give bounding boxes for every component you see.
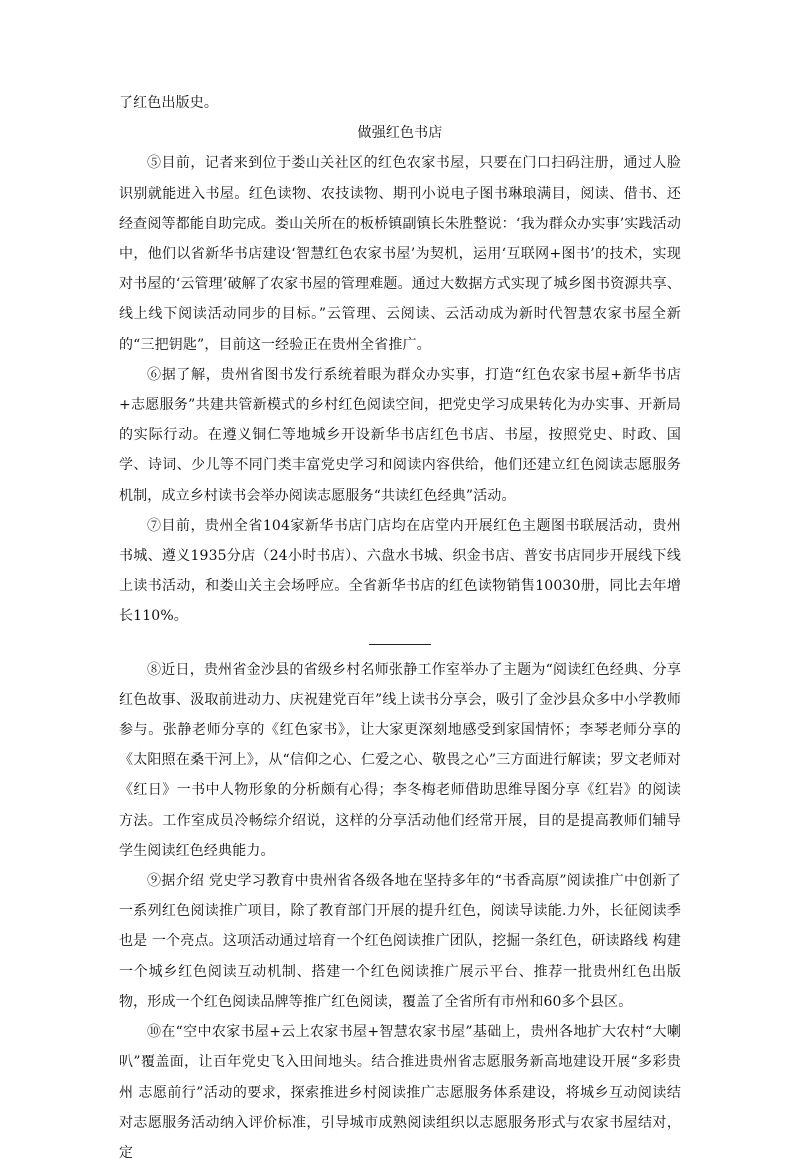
continuation-line: 了红色出版史。 [119,95,219,111]
article-body [119,88,681,1168]
paragraph-7: ⑦目前，贵州全省104家新华书店门店均在店堂内开展红色主题图书联展活动，贵州书城、遵义1935分店（24小时书店）、六盘水书城、织金书店、普安书店同步开展线下线上读书活动，和娄山关主会场呼应。全省新华书店的红色读物销售10030册，同比去年增长110%。 [119,517,681,625]
paragraph-6: ⑥据了解，贵州省图书发行系统着眼为群众办实事，打造“红色农家书屋+新华书店+志愿服务”共建共管新模式的乡村红色阅读空间，把党史学习成果转化为办实事、开新局的实际行动。在遵义铜仁等地城乡开设新华书店红色书店、书屋，按照党史、时政、国学、诗词、少儿等不同门类丰富党史学习和阅读内容供给，他们还建立红色阅读志愿服务机制，成立乡村读书会举办阅读志愿服务“共读红色经典”活动。 [119,366,681,504]
section-divider [369,644,431,645]
paragraph-5: ⑤目前，记者来到位于娄山关社区的红色农家书屋，只要在门口扫码注册，通过人脸识别就能进入书屋。红色读物、农技读物、期刊小说电子图书琳琅满目，阅读、借书、还经查阅等都能自助完成。娄山关所在的板桥镇副镇长朱胜整说：‘我为群众办实事’实践活动中，他们以省新华书店建设‘智慧红色农家书屋’为契机，运用‘互联网+图书’的技术，实现对书屋的‘云管理’破解了农家书屋的管理难题。通过大数据方式实现了城乡图书资源共享、线上线下阅读活动同步的目标。”云管理、云阅读、云活动成为新时代智慧农家书屋全新的“三把钥匙”，目前这一经验正在贵州全省推广。 [119,155,681,353]
section-subtitle: 做强红色书店 [357,125,443,142]
paragraph-9: ⑨据介绍 党史学习教育中贵州省各级各地在坚持多年的“书香高原”阅读推广中创新了一系列红色阅读推广项目，除了教育部门开展的提升红色，阅读导读能.力外，长征阅读季也是 一个亮点。这项活动通过培育一个红色阅读推广团队，挖掘一条红色，研读路线 构建一个城乡红色阅读互动机制、搭建一个红色阅读推广展示平台、推荐一批贵州红色出版物，形成一个红色阅读品牌等推广红色阅读，覆盖了全省所有市州和60多个县区。 [119,873,681,1010]
paragraph-10: ⑩在“空中农家书屋+云上农家书屋+智慧农家书屋”基础上，贵州各地扩大农村“大喇叭”覆盖面，让百年党史飞入田间地头。结合推进贵州省志愿服务新高地建设开展“多彩贵州 志愿前行”活动的要求，探索推进乡村阅读推广志愿服务体系建设，将城乡互动阅读结对志愿服务活动纳入评价标准，引导城市成熟阅读组织以志愿服务形式与农家书屋结对，定 [119,1024,681,1161]
paragraph-8: ⑧近日，贵州省金沙县的省级乡村名师张静工作室举办了主题为“阅读红色经典、分享红色故事、汲取前进动力、庆祝建党百年”线上读书分享会，吸引了金沙县众多中小学教师参与。张静老师分享的《红色家书》，让大家更深刻地感受到家国情怀；李琴老师分享的《太阳照在桑干河上》，从“信仰之心、仁爱之心、敬畏之心”三方面进行解读；罗文老师对《红日》一书中人物形象的分析颇有心得；李冬梅老师借助思维导图分享《红岩》的阅读方法。工作室成员冷畅综介绍说，这样的分享活动他们经常开展，目的是提高教师们辅导学生阅读红色经典能力。 [119,661,681,859]
